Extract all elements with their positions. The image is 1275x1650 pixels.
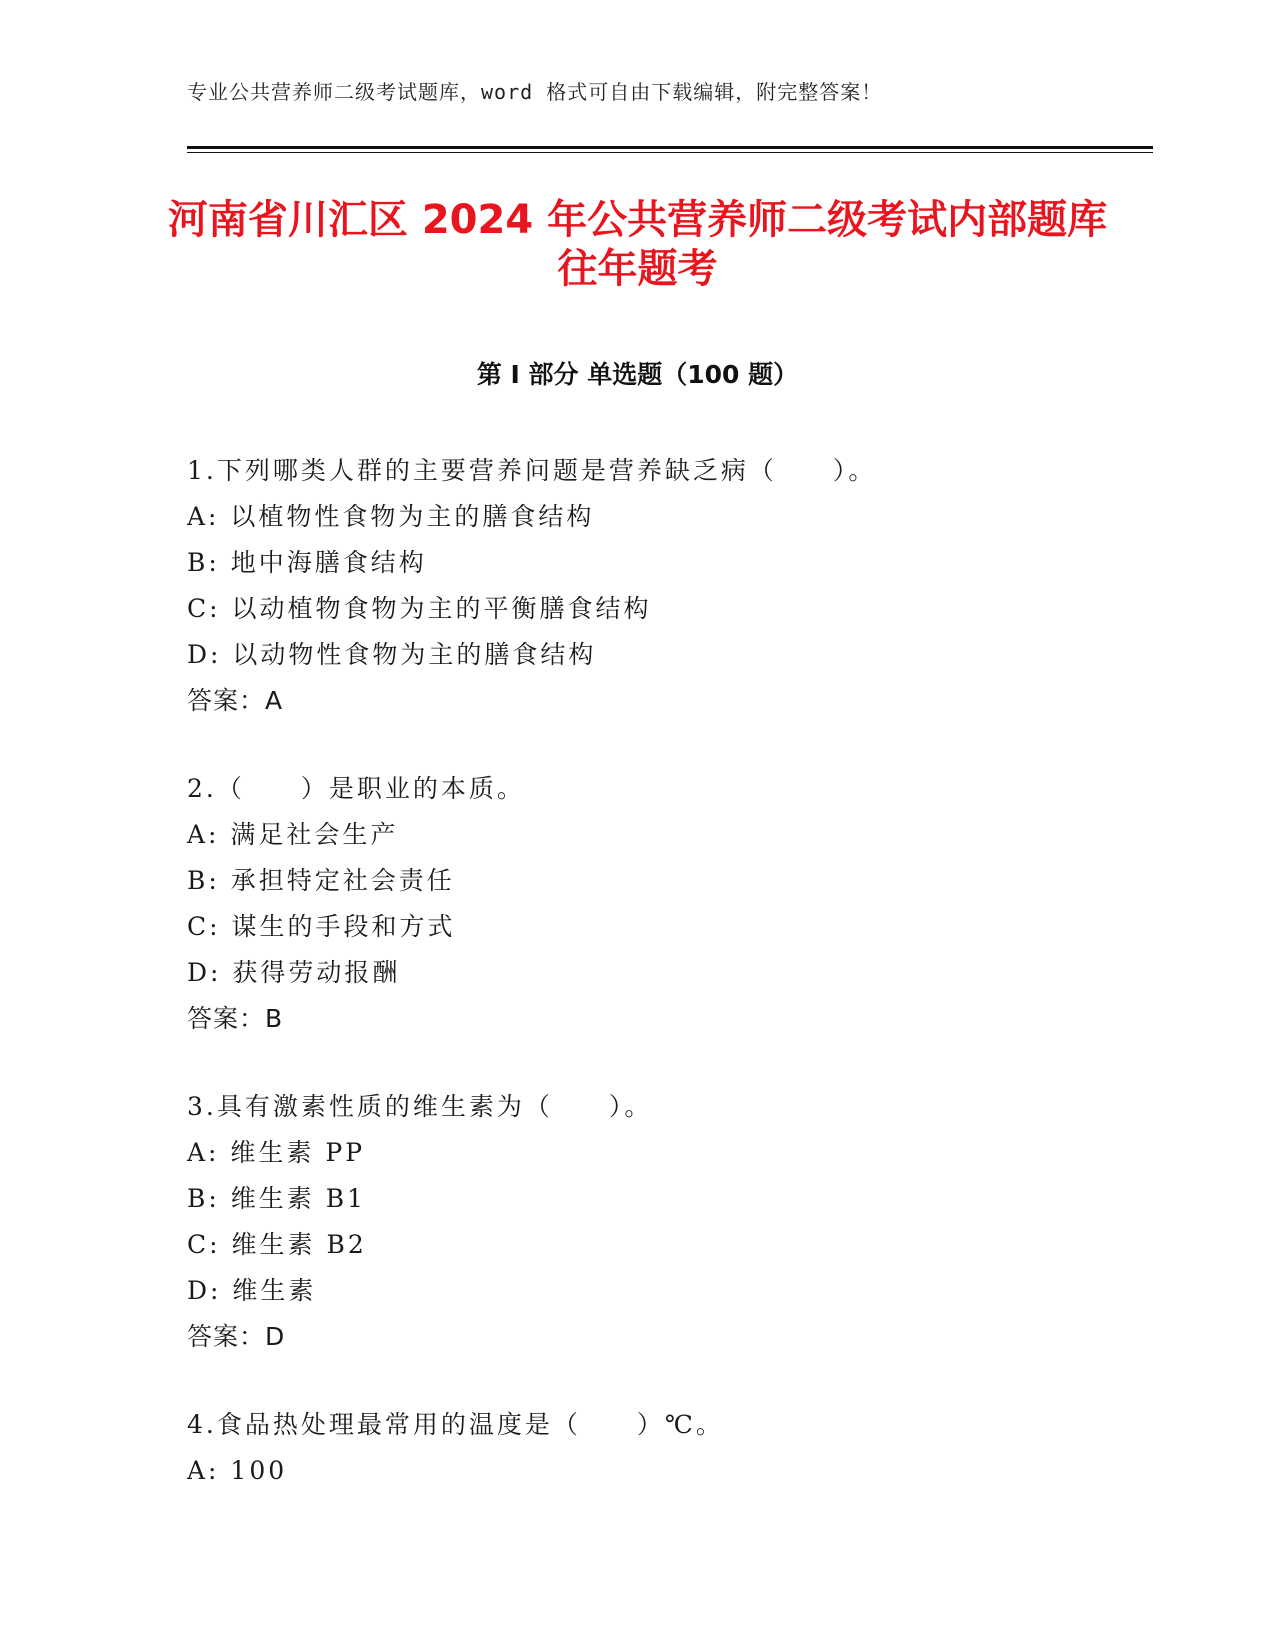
header-rule-thin [187, 152, 1153, 153]
option-c: C: 维生素 B2 [187, 1230, 367, 1259]
question-stem: 2.（ ）是职业的本质。 [187, 774, 525, 803]
question-4 [187, 1402, 1147, 1494]
header-note: 专业公共营养师二级考试题库，word 格式可自由下载编辑，附完整答案！ [187, 80, 883, 104]
option-a: A: 满足社会生产 [187, 820, 399, 849]
question-1 [187, 448, 1147, 724]
option-b: B: 维生素 B1 [187, 1184, 366, 1213]
option-a: A: 维生素 PP [187, 1138, 366, 1167]
answer-line: 答案：B [187, 1004, 284, 1033]
question-stem: 1.下列哪类人群的主要营养问题是营养缺乏病（ ）。 [187, 456, 877, 485]
option-c: C: 以动植物食物为主的平衡膳食结构 [187, 594, 652, 623]
section-title: 第 I 部分 单选题（100 题） [476, 360, 799, 389]
option-d: D: 以动物性食物为主的膳食结构 [187, 640, 597, 669]
question-3 [187, 1084, 1147, 1360]
option-a: A: 以植物性食物为主的膳食结构 [187, 502, 595, 531]
question-stem: 3.具有激素性质的维生素为（ ）。 [187, 1092, 653, 1121]
header-rule-thick [187, 146, 1153, 149]
option-d: D: 维生素 [187, 1276, 317, 1305]
answer-line: 答案：D [187, 1322, 286, 1351]
option-d: D: 获得劳动报酬 [187, 958, 401, 987]
question-2 [187, 766, 1147, 1042]
answer-line: 答案：A [187, 686, 284, 715]
document-title: 河南省川汇区 2024 年公共营养师二级考试内部题库往年题考 [167, 197, 1108, 292]
question-stem: 4.食品热处理最常用的温度是（ ）℃。 [187, 1410, 724, 1439]
option-b: B: 地中海膳食结构 [187, 548, 427, 577]
question-list [187, 448, 1147, 1494]
option-a: A: 100 [187, 1456, 288, 1485]
option-b: B: 承担特定社会责任 [187, 866, 455, 895]
option-c: C: 谋生的手段和方式 [187, 912, 456, 941]
